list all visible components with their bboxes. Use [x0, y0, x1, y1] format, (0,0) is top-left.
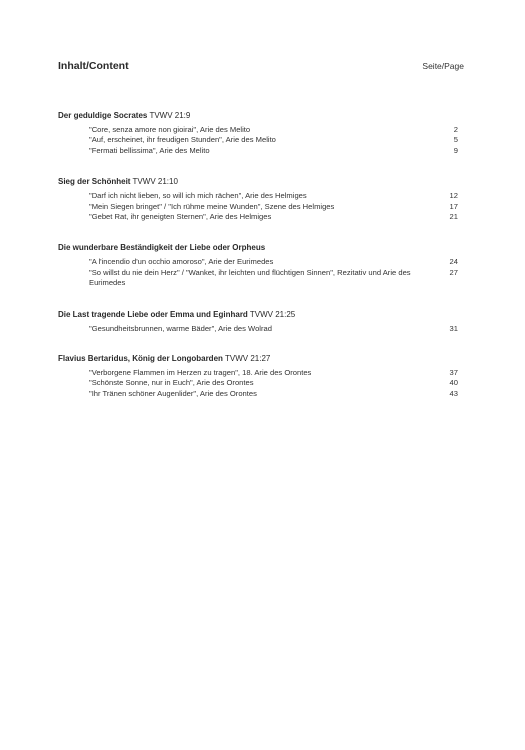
toc-header [58, 60, 464, 76]
entry-title: "Ihr Tränen schöner Augenlider", Arie des Orontes [89, 388, 257, 398]
work-title: Die Last tragende Liebe oder Emma und Eginhard [58, 309, 248, 319]
entry-page-number: 2 [453, 125, 458, 134]
entry-page-number: 27 [449, 267, 458, 277]
toc-entry[interactable] [58, 324, 458, 334]
entry-page-number: 9 [453, 145, 458, 155]
section-title [58, 242, 458, 253]
entry-title: "Gesundheitsbrunnen, warme Bäder", Arie des Wolrad [89, 323, 272, 333]
entry-page-number: 40 [449, 378, 458, 388]
entry-title: "Gebet Rat, ihr geneigten Sternen", Arie des Helmiges [89, 212, 272, 222]
toc-entry[interactable] [58, 389, 458, 399]
entry-title: "Auf, erscheinet, ihr freudigen Stunden", Arie des Melito [89, 135, 276, 145]
entry-page-number: 17 [449, 201, 458, 211]
section-title [58, 176, 458, 187]
toc-entry[interactable] [58, 268, 458, 289]
entry-page-number: 31 [449, 323, 458, 333]
toc-section [58, 353, 458, 399]
entry-page-number: 12 [449, 191, 458, 201]
section-title [58, 309, 458, 320]
toc-entry[interactable] [58, 257, 458, 267]
toc-entry[interactable] [58, 191, 458, 201]
toc-section [58, 242, 458, 288]
entry-title: "So willst du nie dein Herz" / "Wanket, ihr leichten und flüchtigen Sinnen", Rezitativ und Arie des Eurimedes [89, 267, 411, 288]
catalog-number: TVWV 21:10 [130, 177, 178, 187]
toc-section [58, 309, 458, 334]
entry-page-number: 21 [449, 212, 458, 222]
work-title: Die wunderbare Beständigkeit der Liebe oder Orpheus [58, 243, 266, 253]
page-column-label: Seite/Page [422, 61, 464, 71]
section-title [58, 110, 458, 121]
toc-section [58, 176, 458, 222]
catalog-number: TVWV 21:25 [247, 309, 296, 319]
section-title [58, 353, 458, 364]
entry-page-number: 43 [449, 388, 458, 398]
catalog-number: TVWV 21:9 [147, 111, 191, 120]
toc-section [58, 110, 458, 156]
toc-entry[interactable] [58, 212, 458, 222]
entry-title: "Fermati bellissima", Arie des Melito [89, 145, 210, 155]
entry-page-number: 37 [449, 368, 458, 378]
toc-entry[interactable] [58, 135, 458, 145]
toc-entry[interactable] [58, 125, 458, 135]
catalog-number: TVWV 21:27 [222, 354, 271, 364]
entry-page-number: 5 [453, 135, 458, 145]
toc-entry[interactable] [58, 202, 458, 212]
entry-title: "Darf ich nicht lieben, so will ich mich rächen", Arie des Helmiges [89, 191, 307, 201]
work-title: Der geduldige Socrates [58, 111, 148, 120]
entry-page-number: 24 [449, 257, 458, 267]
toc-entry[interactable] [58, 378, 458, 388]
entry-title: "Mein Siegen bringet" / "Ich rühme meine Wunden", Szene des Helmiges [89, 201, 335, 211]
entry-title: "Core, senza amore non gioirai", Arie des Melito [89, 125, 251, 134]
toc-sections [58, 110, 458, 399]
page-title: Inhalt/Content [58, 60, 129, 72]
toc-entry[interactable] [58, 146, 458, 156]
toc-entry[interactable] [58, 368, 458, 378]
entry-title: "A l'incendio d'un occhio amoroso", Arie der Eurimedes [89, 257, 274, 267]
entry-title: "Verborgene Flammen im Herzen zu tragen", 18. Arie des Orontes [89, 368, 312, 378]
entry-title: "Schönste Sonne, nur in Euch", Arie des Orontes [89, 378, 254, 388]
work-title: Flavius Bertaridus, König der Longobarden [58, 354, 223, 364]
work-title: Sieg der Schönheit [58, 177, 131, 187]
